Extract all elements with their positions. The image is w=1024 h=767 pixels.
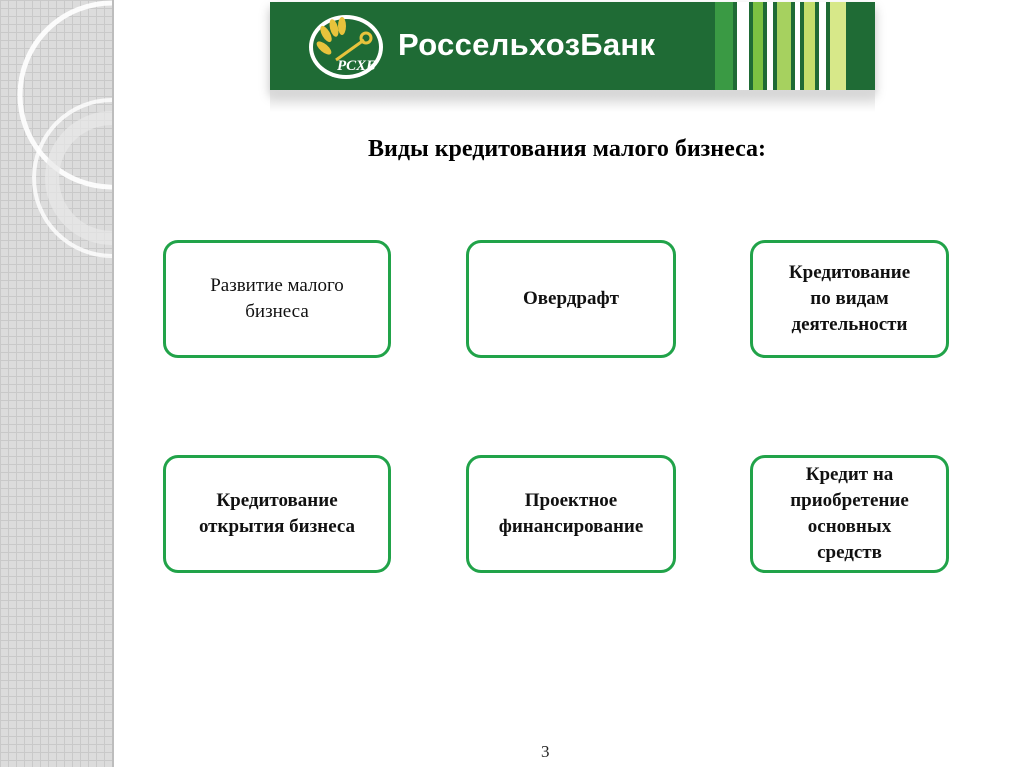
logo-initials: РСХБ	[337, 58, 376, 74]
card-lending-by-activity	[750, 240, 949, 358]
bank-name: РоссельхозБанк	[398, 27, 656, 62]
card-project-financing	[466, 455, 676, 573]
page-title: Виды кредитования малого бизнеса:	[367, 136, 766, 162]
card-small-business-development	[163, 240, 391, 358]
decorative-rings	[0, 0, 112, 767]
bank-logo-icon	[306, 12, 386, 82]
bank-banner	[270, 2, 875, 90]
card-label: Овердрафт	[523, 288, 619, 309]
banner-stripes	[715, 2, 875, 90]
card-overdraft	[466, 240, 676, 358]
card-fixed-assets-loan	[750, 455, 949, 573]
decorative-left-strip	[0, 0, 114, 767]
card-label: Проектное финансирование	[498, 490, 644, 537]
page-number: 3	[541, 742, 550, 761]
card-label: Кредитование по видам деятельности	[788, 262, 911, 335]
card-label: Кредит на приобретение основных средств	[790, 464, 909, 563]
card-label: Развитие малого бизнеса	[210, 275, 344, 322]
card-label: Кредитование открытия бизнеса	[198, 490, 356, 537]
banner-shadow	[270, 90, 875, 112]
card-business-startup-lending	[163, 455, 391, 573]
